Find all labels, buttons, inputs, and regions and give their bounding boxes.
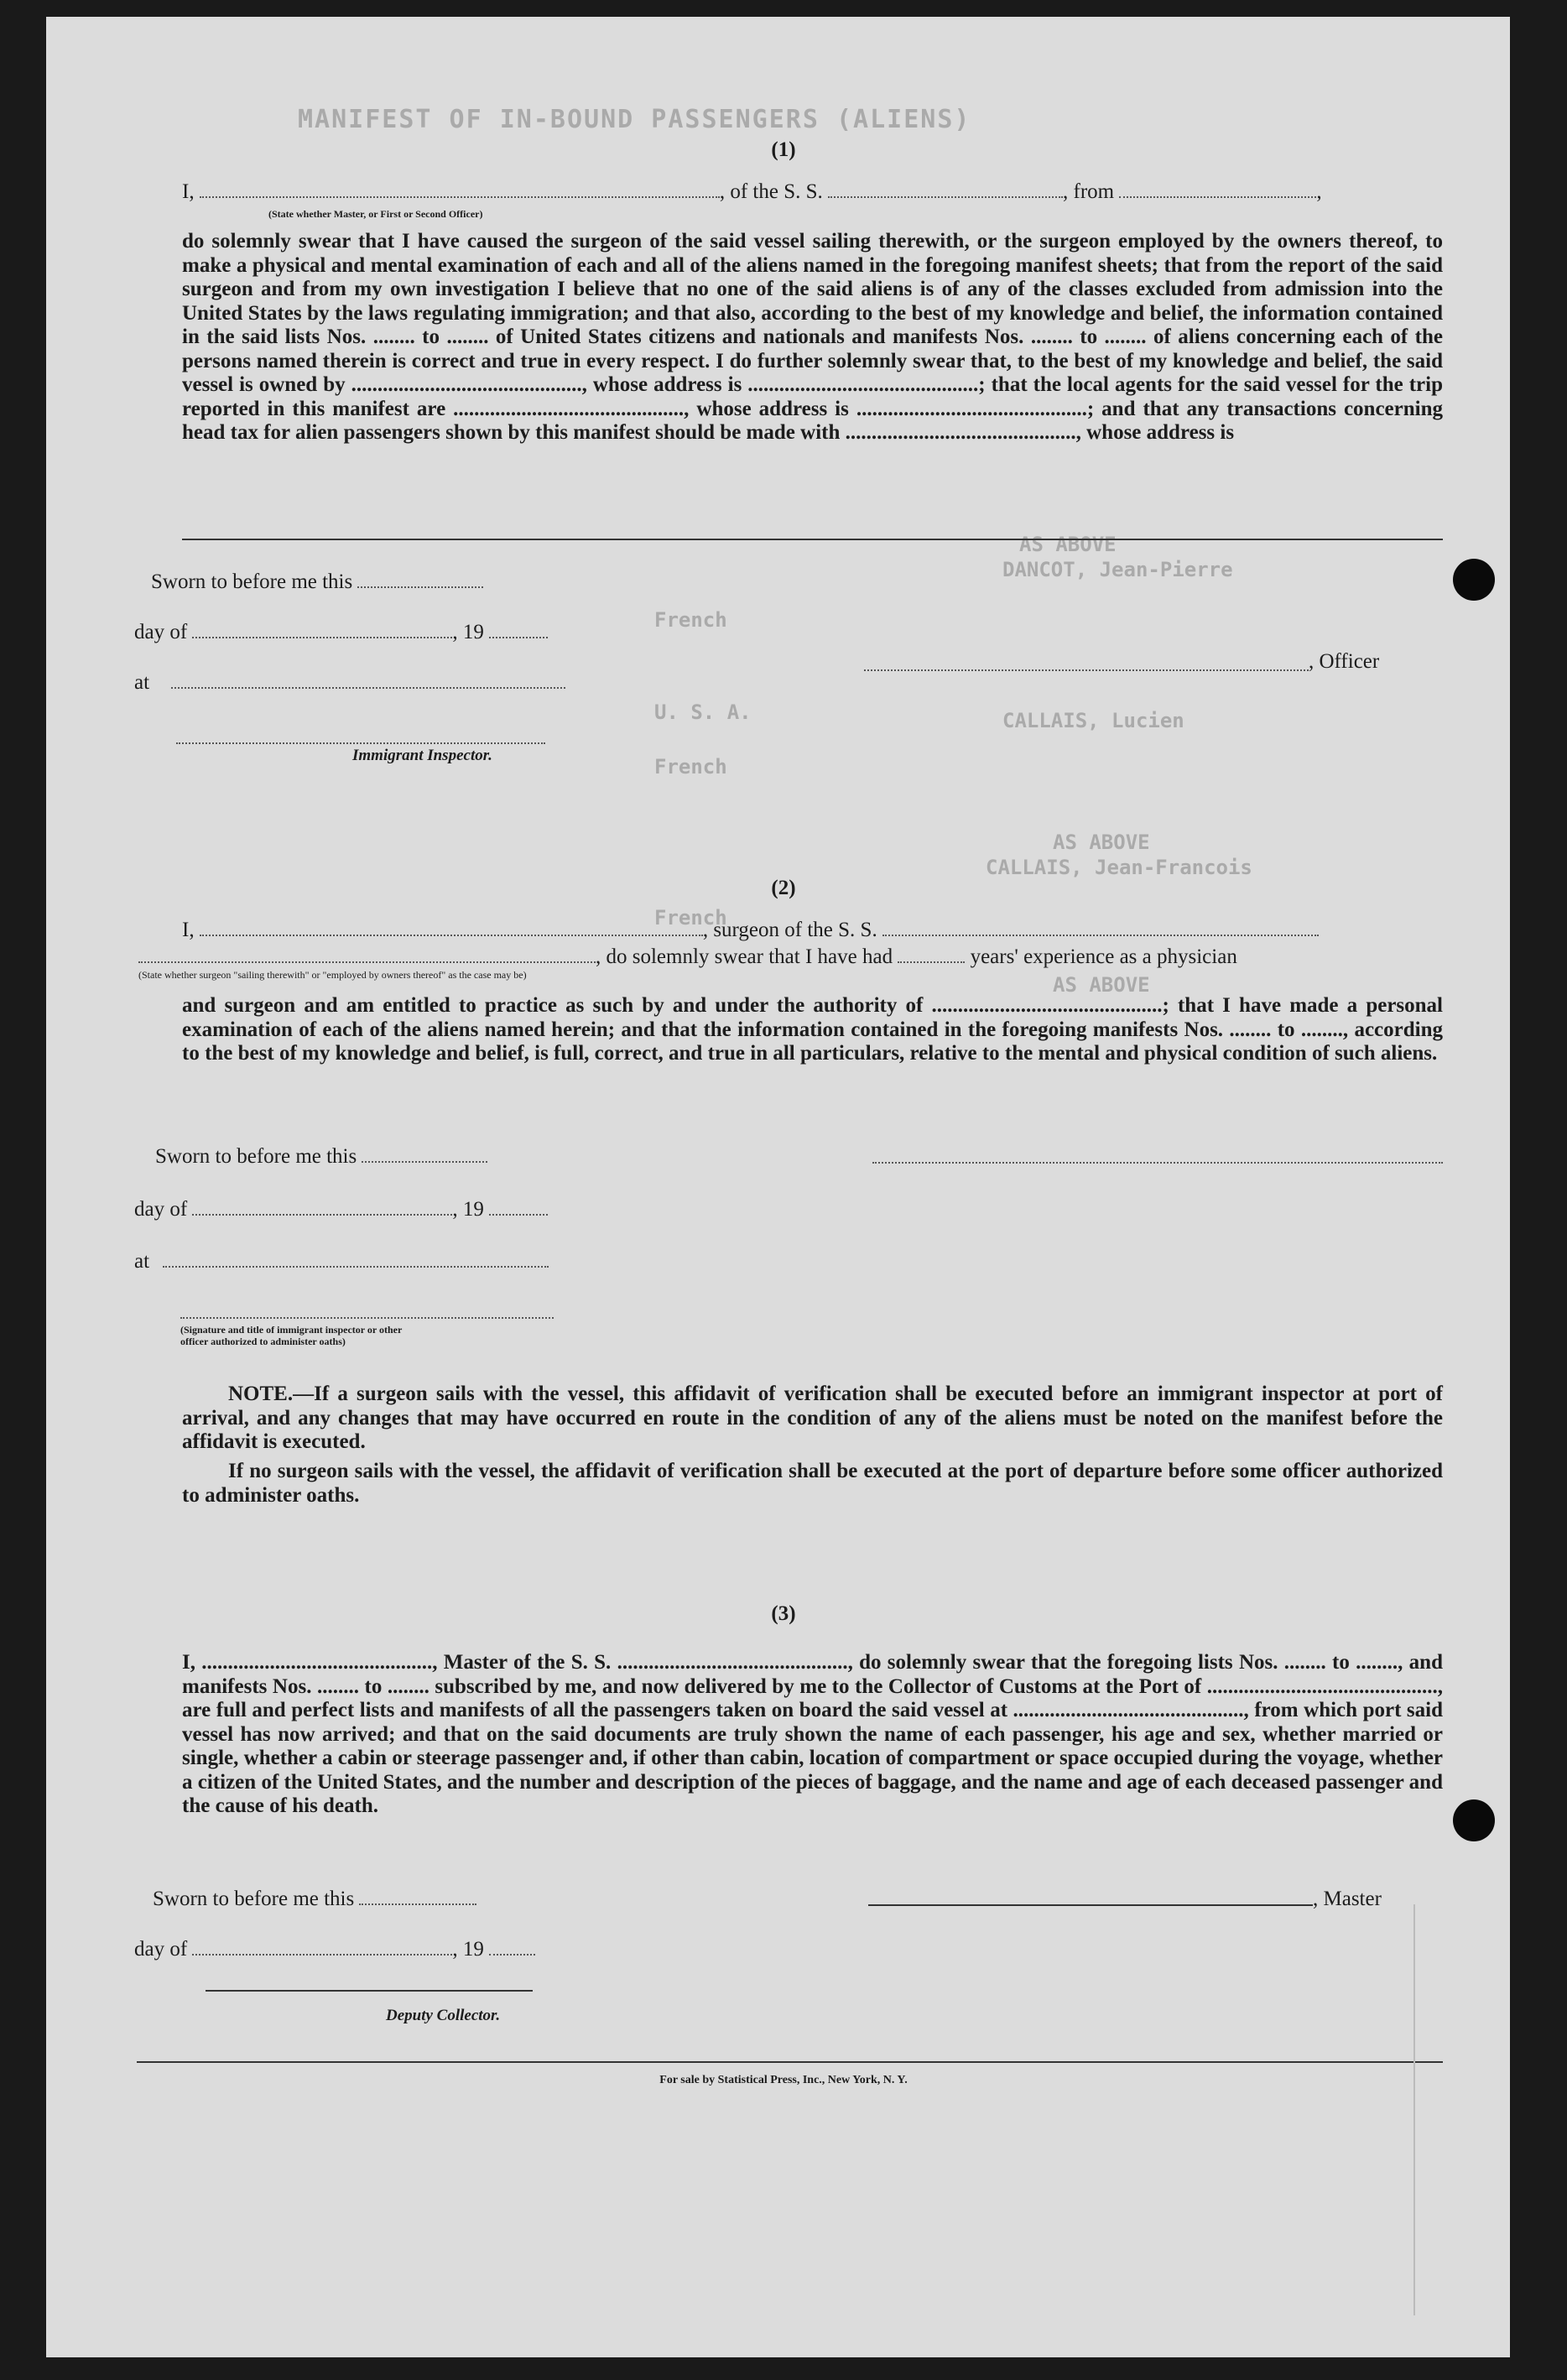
day-of-line-2 xyxy=(134,1198,548,1221)
day-of-label: day of xyxy=(134,1198,188,1221)
sworn-label: Sworn to before me this xyxy=(153,1888,355,1910)
year-label: , 19 xyxy=(452,1198,484,1221)
footer-text: For sale by Statistical Press, Inc., New York, N. Y. xyxy=(659,2074,908,2086)
place-field[interactable] xyxy=(171,672,565,689)
note-paragraph xyxy=(182,1383,1443,1455)
sworn-date-field[interactable] xyxy=(359,1888,476,1905)
vessel-name-field[interactable] xyxy=(828,181,1063,198)
sworn-label: Sworn to before me this xyxy=(155,1145,357,1168)
note-label: NOTE. xyxy=(228,1383,294,1405)
divider xyxy=(182,539,1443,540)
collector-label: Deputy Collector. xyxy=(386,2007,501,2024)
punch-hole xyxy=(1453,1799,1495,1841)
signature-note: (Signature and title of immigrant inspector or other officer authorized to administer oaths) xyxy=(180,1324,403,1347)
bleed-through-line: French xyxy=(654,906,727,930)
sworn-date-field[interactable] xyxy=(357,571,483,588)
bleed-through-line: DANCOT, Jean-Pierre xyxy=(1002,558,1233,581)
surgeon-of-label: , surgeon of the S. S. xyxy=(702,919,877,941)
month-field[interactable] xyxy=(192,1199,452,1216)
note-text: —If a surgeon sails with the vessel, this affidavit of verification shall be executed before an immigrant inspector at port of arrival, and any changes that may have occurred en route in the condition of any of the aliens must be noted on the manifest before the affidavit is executed. xyxy=(182,1383,1443,1453)
year-field[interactable] xyxy=(489,622,548,638)
bleed-through-line: CALLAIS, Jean-Francois xyxy=(986,856,1252,879)
from-label: , from xyxy=(1063,180,1115,203)
bleed-through-line: AS ABOVE xyxy=(1053,831,1150,854)
officer-note: (State whether Master, or First or Second Officer) xyxy=(268,208,483,220)
note-paragraph-2: If no surgeon sails with the vessel, the affidavit of verification shall be executed at the port of departure before some officer authorized to administer oaths. xyxy=(182,1460,1443,1507)
surgeon-status-field[interactable] xyxy=(138,946,596,963)
at-line-1 xyxy=(134,671,565,695)
section-3-number: (3) xyxy=(771,1602,796,1625)
years-label: years' experience as a physician xyxy=(970,945,1237,968)
place-field[interactable] xyxy=(163,1251,549,1268)
section-1-number: (1) xyxy=(771,138,796,161)
bleed-through-rule xyxy=(1413,1904,1415,2315)
year-label: , 19 xyxy=(452,621,484,643)
from-port-field[interactable] xyxy=(1119,181,1316,198)
day-of-line-3 xyxy=(134,1938,535,1961)
inspector-signature-line[interactable] xyxy=(176,742,545,744)
surgeon-vessel-field[interactable] xyxy=(882,919,1319,936)
sworn-date-field[interactable] xyxy=(362,1146,487,1163)
bleed-through-line: AS ABOVE xyxy=(1019,533,1117,556)
bleed-through-line: French xyxy=(654,755,727,779)
year-field[interactable] xyxy=(489,1199,548,1216)
punch-hole xyxy=(1453,559,1495,601)
master-signature-line[interactable] xyxy=(868,1904,1313,1906)
section-1-first-line: I, , of the S. S. , from , xyxy=(182,180,1322,203)
bleed-through-line: AS ABOVE xyxy=(1053,973,1150,997)
collector-signature-line[interactable] xyxy=(206,1990,533,1992)
section-3-paragraph: I, ............................................, Master of the S. S. ............................................, do solemnly swear that the foregoing lists Nos. ........ to ........, and manifests Nos. ........ to ........ subscribed by me, and now delivered by me to the Collector of Customs at the Port of ............................................, are full and perfect lists and manifests of all the passengers taken on board the said vessel at ............................................, from which port said vessel has now arrived; and that on the said documents are truly shown the name of each passenger, his age and sex, whether married or single, whether a cabin or steerage passenger and, if other than cabin, location of compartment or space occupied during the voyage, whether a citizen of the United States, and the number and description of the pieces of baggage, and the name and age of each deceased passenger and the cause of his death. xyxy=(182,1651,1443,1817)
bleed-through-header: MANIFEST OF IN-BOUND PASSENGERS (ALIENS) xyxy=(298,105,971,134)
bleed-through-line: French xyxy=(654,608,727,632)
section-2-number: (2) xyxy=(771,877,796,899)
day-of-line-1 xyxy=(134,621,548,644)
surgeon-signature-line[interactable] xyxy=(872,1162,1443,1164)
bleed-through-line: U. S. A. xyxy=(654,700,752,724)
i-label: I, xyxy=(182,180,195,203)
sworn-line-3 xyxy=(153,1888,476,1911)
swear-label: , do solemnly swear that I have had xyxy=(596,945,893,968)
officer-name-field[interactable] xyxy=(200,181,720,198)
at-label: at xyxy=(134,1250,150,1273)
document-page xyxy=(46,17,1510,2357)
surgeon-note: (State whether surgeon "sailing therewith" or "employed by owners thereof" as the case may be) xyxy=(138,969,527,981)
year-field[interactable] xyxy=(489,1939,535,1956)
sworn-line-1 xyxy=(151,570,483,594)
officer-label: , Officer xyxy=(1309,650,1380,673)
of-ss-label: , of the S. S. xyxy=(719,180,823,203)
officer-signature-line[interactable] xyxy=(864,669,1309,671)
at-label: at xyxy=(134,671,150,694)
month-field[interactable] xyxy=(192,1939,452,1956)
section-1-paragraph: do solemnly swear that I have caused the surgeon of the said vessel sailing therewith, or the surgeon employed by the owners thereof, to make a physical and mental examination of each and all of the aliens named in the foregoing manifest sheets; that from the report of the said surgeon and from my own investigation I believe that no one of the said aliens is of any of the classes excluded from admission into the United States by the laws regulating immigration; and that also, according to the best of my knowledge and belief, the information contained in the said lists Nos. ........ to ........ of United States citizens and nationals and manifests Nos. ........ to ........ of aliens concerning each of the persons named therein is correct and true in every respect. I do further solemnly swear that, to the best of my knowledge and belief, the said vessel is owned by ............................................, whose address is ............................................; that the local agents for the said vessel for the trip reported in this manifest are ............................................, whose address is ............................................; and that any transactions concerning head tax for alien passengers shown by this manifest should be made with ............................................, whose address is xyxy=(182,230,1443,444)
at-line-2 xyxy=(134,1250,549,1273)
day-of-label: day of xyxy=(134,1938,188,1961)
bleed-through-line: CALLAIS, Lucien xyxy=(1002,709,1184,732)
years-field[interactable] xyxy=(898,946,965,963)
month-field[interactable] xyxy=(192,622,452,638)
surgeon-name-field[interactable] xyxy=(200,919,703,936)
day-of-label: day of xyxy=(134,621,188,643)
inspector-label: Immigrant Inspector. xyxy=(352,747,492,764)
sworn-line-2 xyxy=(155,1145,487,1169)
sworn-label: Sworn to before me this xyxy=(151,570,353,593)
footer-divider xyxy=(137,2061,1443,2063)
master-label: , Master xyxy=(1313,1888,1382,1910)
inspector-signature-line[interactable] xyxy=(180,1317,554,1319)
section-2-second-line xyxy=(138,945,1443,969)
section-2-paragraph: and surgeon and am entitled to practice as such by and under the authority of ............................................; that I have made a personal examination of each of the aliens named herein; and that the information contained in the foregoing manifests Nos. ........ to ........, according to the best of my knowledge and belief, is full, correct, and true in all particulars, relative to the mental and physical condition of such aliens. xyxy=(182,994,1443,1065)
i-label: I, xyxy=(182,919,195,941)
year-label: , 19 xyxy=(452,1938,484,1961)
section-2-first-line xyxy=(182,919,1443,942)
